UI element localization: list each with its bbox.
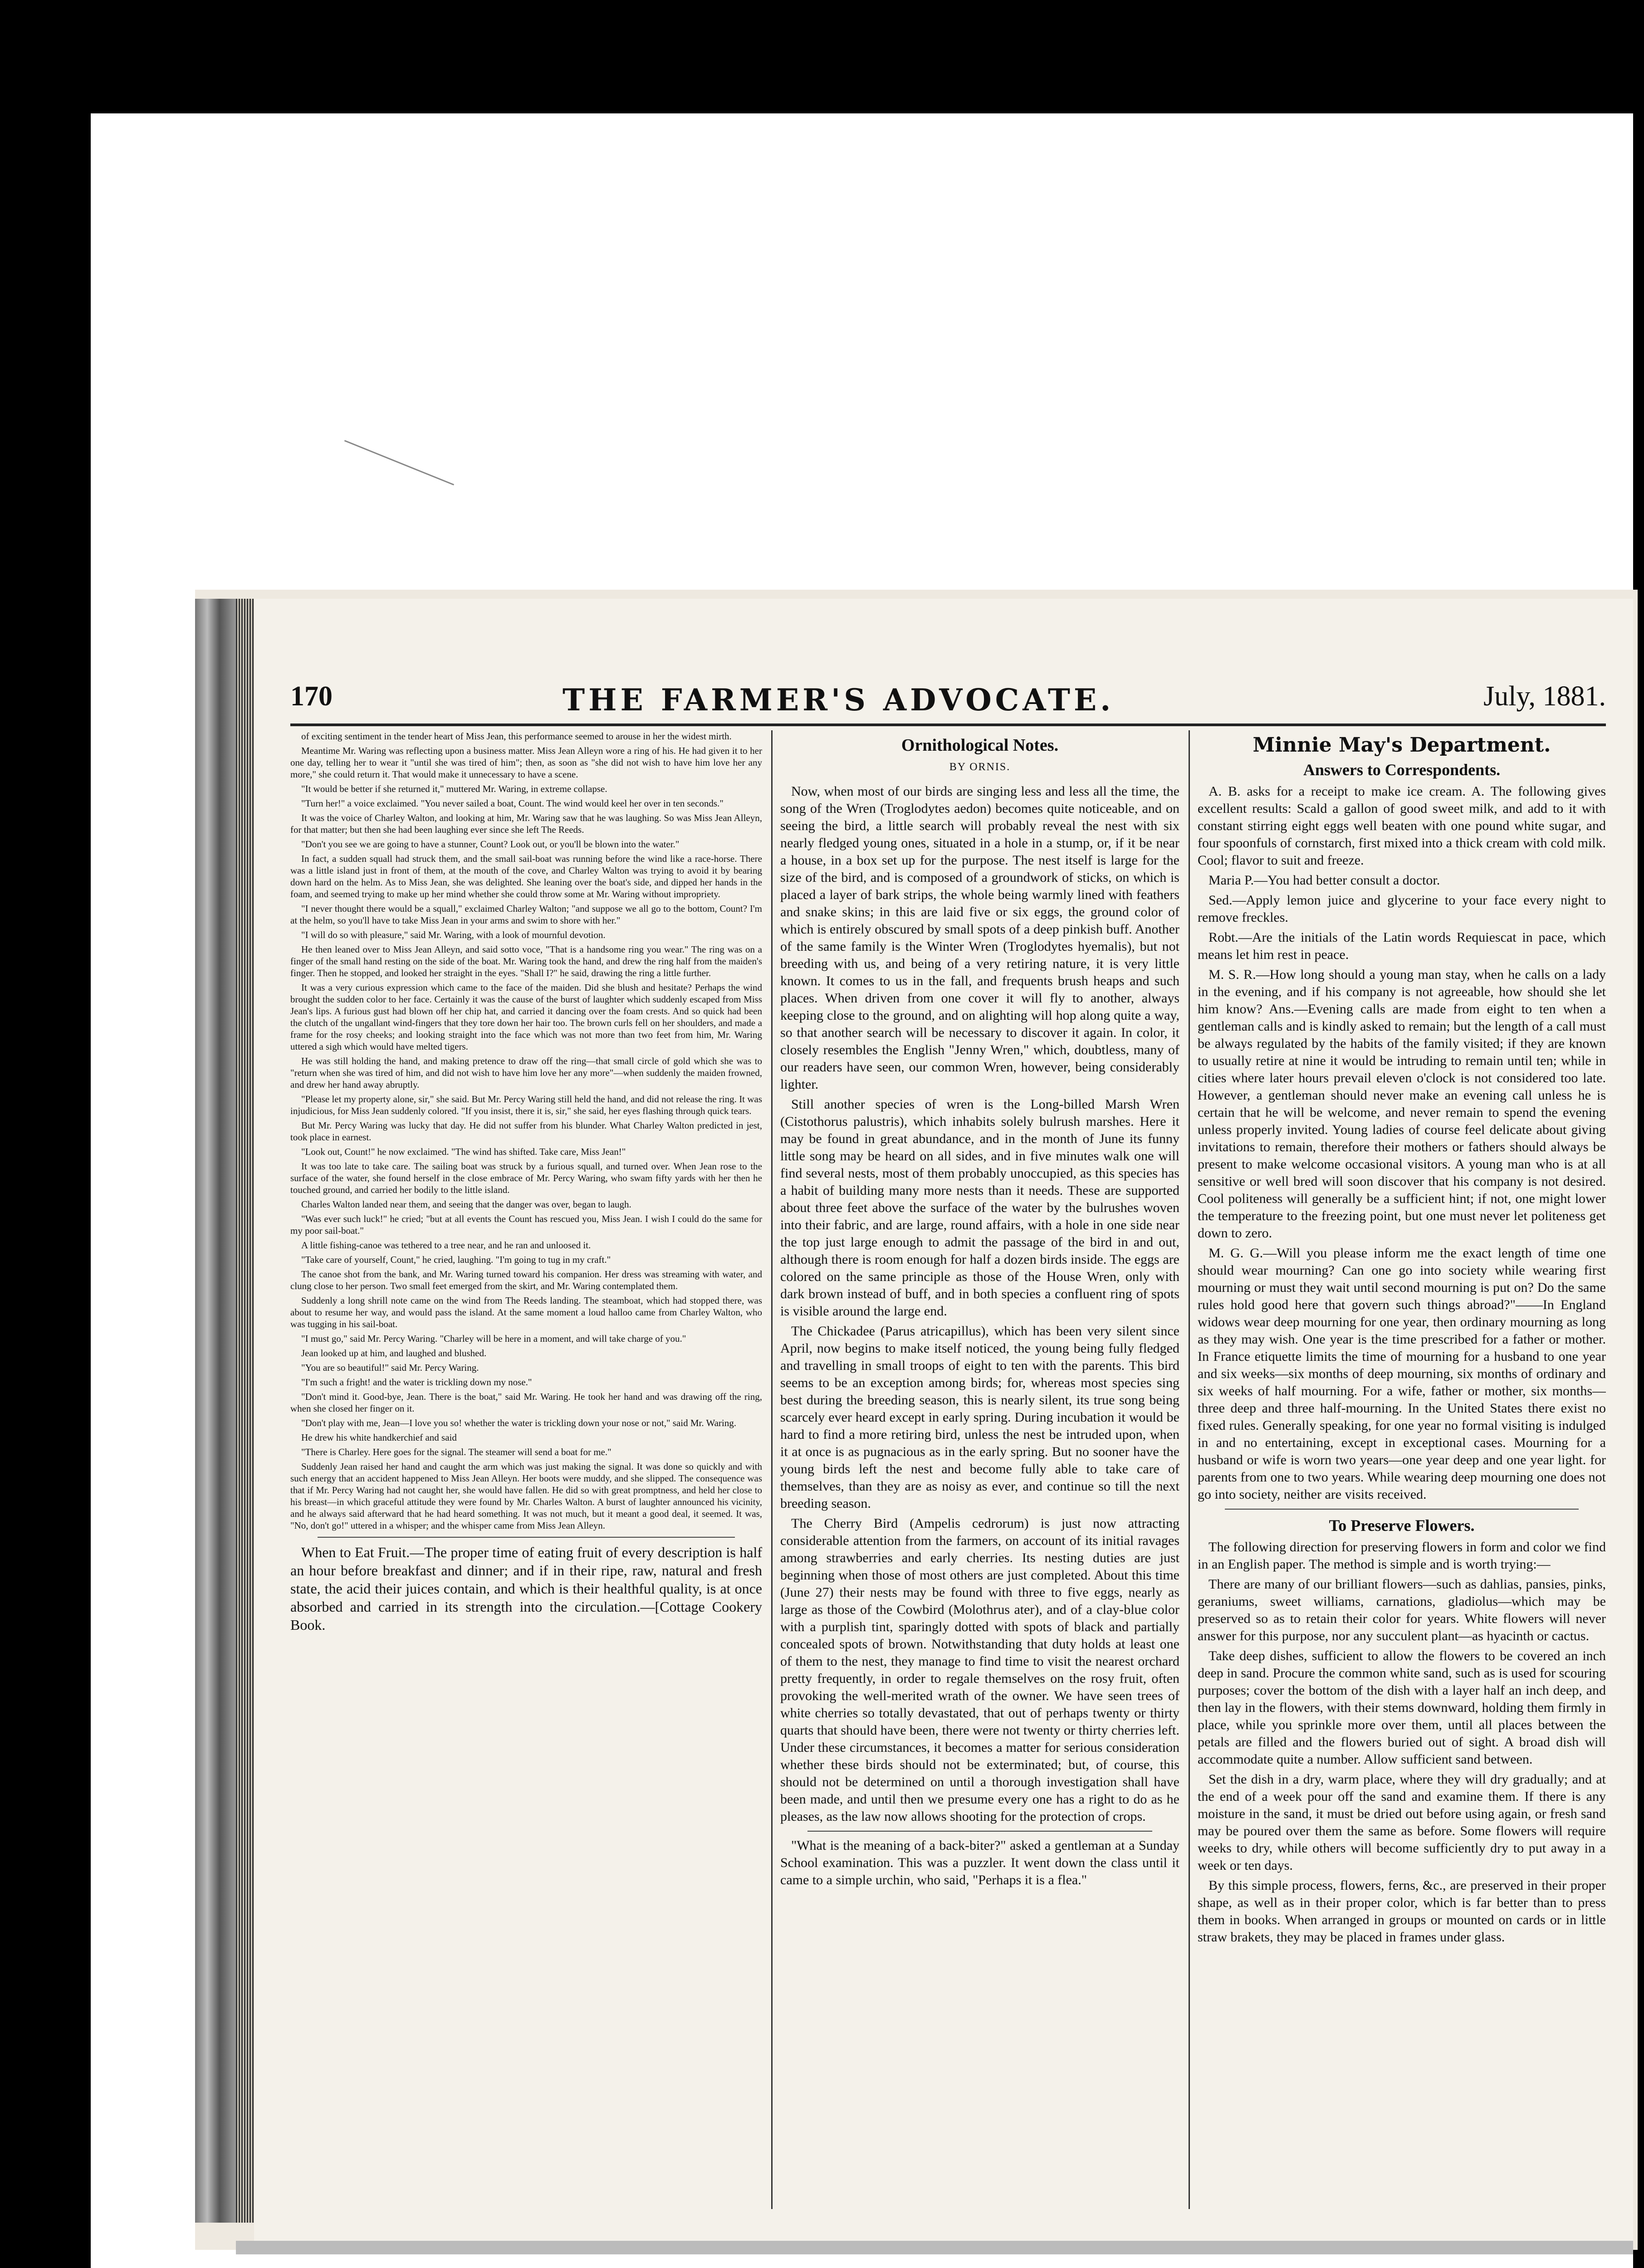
story-paragraph: A little fishing-canoe was tethered to a tree near, and he ran and unloosed it. (301, 1240, 591, 1251)
answer-paragraph: Sed.—Apply lemon juice and glycerine to your face every night to remove freckles. (1198, 893, 1606, 925)
story-paragraph: Jean looked up at him, and laughed and blushed. (301, 1348, 487, 1359)
story-paragraph: "I must go," said Mr. Percy Waring. "Charley will be here in a moment, and will take charge of you." (301, 1333, 686, 1344)
answer-paragraph: M. G. G.—Will you please inform me the exact length of time one should wear mourning? Can one go into society while wearing first mourning or must they wait until second mourning is put on? Do the same rules hold good here that govern such things abroad?"——In England widows wear deep mourning for one year, then ordinary mourning as long as they may wish. One year is the time prescribed for a father or mother. In France etiquette limits the time of mourning for a husband to one year and six weeks—six months of deep mourning, six months of ordinary and six weeks of half mourning. For a wife, father or mother, six months—three deep and three half-mourning. In the United States there exist no fixed rules. Generally speaking, for one year no formal visiting is indulged in and no entertaining, except in exceptional cases. Mourning for a husband or wife is worn two years—one year deep and one year light. for parents from one to two years. While wearing deep mourning one does not go into society, neither are visits received. (1198, 1246, 1606, 1502)
story-paragraph: "Turn her!" a voice exclaimed. "You never sailed a boat, Count. The wind would keel her over in ten seconds." (301, 798, 724, 809)
story-paragraph: He was still holding the hand, and making pretence to draw off the ring—that small circle of gold which she was to "return when she was tired of him, and did not wish to have him love her any more"—when suddenly the maiden frowned, and drew her hand away abruptly. (290, 1056, 762, 1090)
book-binding (195, 599, 236, 2223)
ornithology-paragraph: The Chickadee (Parus atricapillus), which has been very silent since April, now begins to make itself noticed, the young being fully fledged and travelling in small troops of eight to ten with the parents. This bird seems to be an exception among birds; for, whereas most species sing best during the breeding season, this is nearly silent, its true song being scarcely ever heard except in early spring. During incubation it would be hard to find a more retiring bird, unless the nest be intruded upon, when it at once is as pugnacious as in the early spring. But no sooner have the young birds left the nest and become fully able to take care of themselves, than they are as noisy as ever, and continue so till the next breeding season. (780, 1324, 1179, 1511)
separator (807, 1831, 1152, 1832)
answer-paragraph: Robt.—Are the initials of the Latin words Requiescat in pace, which means let him rest in peace. (1198, 930, 1606, 962)
answer-paragraph: M. S. R.—How long should a young man stay, when he calls on a lady in the evening, and if his company is not agreeable, how should she let him know? Ans.—Evening calls are made from eight to ten when a gentleman calls and is kindly asked to remain; but the length of a call must be always regulated by the habits of the family visited; if they are known to usually retire at nine it would be intruding to remain until ten; while in cities where later hours prevail eleven o'clock is not considered too late. However, a gentleman should never make an evening call unless he is certain that he will be welcome, and never remain to spend the evening unless properly invited. Young ladies of course feel delicate about giving invitations to remain, therefore their mothers or fathers should always be present to make welcome occasional visitors. A young man who is at all sensitive or well bred will soon discover that his company is not desired. Cool politeness will generally be a sufficient hint; if not, one might lower the temperature to the freezing point, but one must never let politeness get down to zero. (1198, 967, 1606, 1241)
fruit-paragraph: When to Eat Fruit.—The proper time of eating fruit of every description is half an hour before breakfast and dinner; and if in their ripe, raw, natural and fresh state, the acid their juices contain, and which is their healthful quality, is at once absorbed and carried in its strength into the circulation.—[Cottage Cookery Book. (290, 1544, 762, 1633)
answers-heading: Answers to Correspondents. (1303, 761, 1501, 779)
ornithology-heading: Ornithological Notes. (901, 736, 1059, 755)
flowers-paragraph: The following direction for preserving flowers in form and color we find in an English paper. The method is simple and is worth trying:— (1198, 1540, 1606, 1572)
story-text (290, 730, 762, 1531)
story-paragraph: "It would be better if she returned it," muttered Mr. Waring, in extreme collapse. (301, 783, 607, 794)
story-paragraph: "Please let my property alone, sir," she said. But Mr. Percy Waring still held the hand, and did not release the ring. It was injudicious, for Miss Jean suddenly colored. "If you insist, there it is, sir," she said, her eyes flashing through quick tears. (290, 1094, 762, 1116)
story-paragraph: "Was ever such luck!" he cried; "but at all events the Count has rescued you, Miss Jean. I wish I could do the same for my poor sail-boat." (290, 1213, 762, 1236)
page-number: 170 (290, 681, 333, 712)
column-divider (1189, 730, 1190, 2209)
joke-paragraph: "What is the meaning of a back-biter?" asked a gentleman at a Sunday School examination. This was a puzzler. It went down the class until it came to a simple urchin, who said, "Perhaps it is a flea." (780, 1838, 1179, 1887)
story-paragraph: Suddenly Jean raised her hand and caught the arm which was just making the signal. It was done so quickly and with such energy that an accident happened to Miss Jean Alleyn. Her boots were muddy, and she slipped. The consequence was that if Mr. Percy Waring had not caught her, she would have fallen. He did so with great promptness, and held her close to his breast—in which graceful attitude they were found by Mr. Charles Walton. A burst of laughter announced his vicinity, and he always said afterward that he had heard something. It was not much, but it meant a good deal, it seemed. It was, "No, don't go!" uttered in a whisper; and the whisper came from Miss Jean Alleyn. (290, 1461, 762, 1531)
page-edges (236, 599, 254, 2223)
story-paragraph: He then leaned over to Miss Jean Alleyn, and said sotto voce, "That is a handsome ring you wear." The ring was on a finger of the small hand resting on the side of the boat. Mr. Waring took the hand, and drew the ring half from the maiden's finger. Then he stopped, and looked her straight in the eyes. "Shall I?" he said, drawing the ring a little further. (290, 944, 762, 978)
ornithology-paragraph: Now, when most of our birds are singing less and less all the time, the song of the Wren (Troglodytes aedon) becomes quite noticeable, and on seeing the bird, a little search will probably reveal the nest with six nearly fledged young ones, situated in a hole in a stump, or, if it be near a house, in a box set up for the purpose. The nest itself is large for the size of the bird, and is composed of a groundwork of sticks, on which is placed a layer of bark strips, the whole being warmly lined with feathers and snake skins; in this are laid five or six eggs, the ground color of which is entirely obscured by small spots of a deep pinkish buff. Another of the same family is the Winter Wren (Troglodytes hyemalis), but not breeding with us, and being of a very retiring nature, it is very little known. It comes to us in the fall, and frequents brush heaps and such places. When driven from one cover it will fly to another, always keeping close to the ground, and on alighting will hop along quite a way, so that another search will be necessary to discover it again. In color, it closely resembles the English "Jenny Wren," which, doubtless, many of our readers have seen, our common Wren, however, being considerably lighter. (780, 784, 1179, 1092)
story-paragraph: "Look out, Count!" he now exclaimed. "The wind has shifted. Take care, Miss Jean!" (301, 1146, 626, 1157)
story-paragraph: Suddenly a long shrill note came on the wind from The Reeds landing. The steamboat, which had stopped there, was about to resume her way, and would pass the island. At the same moment a loud halloo came from Charley Walton, who was tugging in his sail-boat. (290, 1295, 762, 1330)
story-paragraph: He drew his white handkerchief and said (301, 1432, 457, 1443)
masthead-rule (290, 723, 1606, 726)
story-paragraph: In fact, a sudden squall had struck them, and the small sail-boat was running before the wind like a race-horse. There was a little island just in front of them, at the mouth of the cove, and Charley Walton was trying to avoid it by bearing down hard on the helm. As to Miss Jean, she was delighted. She leaning over the boat's side, and dipped her hands in the foam, and seemed trying to make up her mind whether she could throw some at Mr. Waring without impropriety. (290, 853, 762, 899)
story-paragraph: It was the voice of Charley Walton, and looking at him, Mr. Waring saw that he was laughing. So was Miss Jean Alleyn, for that matter; but then she had been laughing ever since she left The Reeds. (290, 812, 762, 835)
story-paragraph: "Don't you see we are going to have a stunner, Count? Look out, or you'll be blown into the water." (301, 839, 680, 850)
issue-date: July, 1881. (1483, 681, 1606, 712)
flowers-paragraph: Set the dish in a dry, warm place, where they will dry gradually; and at the end of a week pour off the sand and examine them. If there is any moisture in the sand, it must be dried out before using again, or fresh sand may be poured over them the same as before. Some flowers will require weeks to dry, while others will become sufficiently dry to put away in a week or ten days. (1198, 1772, 1606, 1873)
story-paragraph: "Don't mind it. Good-bye, Jean. There is the boat," said Mr. Waring. He took her hand and was drawing off the ring, when she closed her finger on it. (290, 1391, 762, 1414)
story-paragraph: "There is Charley. Here goes for the signal. The steamer will send a boat for me." (301, 1447, 612, 1457)
flowers-paragraph: Take deep dishes, sufficient to allow the flowers to be covered an inch deep in sand. Procure the common white sand, such as is used for scouring purposes; cover the bottom of the dish with a layer half an inch deep, and then lay in the flowers, with their stems downward, holding them firmly in place, while you sprinkle more over them, until all places between the petals are filled and the flowers buried out of sight. A broad dish will accommodate quite a number. Allow sufficient sand between. (1198, 1648, 1606, 1767)
story-paragraph: "I'm such a fright! and the water is trickling down my nose." (301, 1377, 532, 1388)
story-paragraph: The canoe shot from the bank, and Mr. Waring turned toward his companion. Her dress was streaming with water, and clung close to her person. Two small feet emerged from the skirt, and Mr. Waring contemplated them. (290, 1269, 762, 1291)
story-paragraph: "I will do so with pleasure," said Mr. Waring, with a look of mournful devotion. (301, 929, 606, 940)
separator (1225, 1509, 1579, 1510)
page-shadow (236, 2241, 1633, 2254)
story-paragraph: It was too late to take care. The sailing boat was struck by a furious squall, and turned over. When Jean rose to the surface of the water, she found herself in the close embrace of Mr. Percy Waring, who swam fifty yards with her then he touched ground, and carried her bodily to the little island. (290, 1161, 762, 1195)
ornithology-column (780, 730, 1179, 2209)
story-paragraph: Charles Walton landed near them, and seeing that the danger was over, began to laugh. (301, 1199, 631, 1210)
story-paragraph: "You are so beautiful!" said Mr. Percy Waring. (301, 1362, 479, 1373)
story-column (290, 730, 762, 2209)
ornithology-paragraph: The Cherry Bird (Ampelis cedrorum) is just now attracting considerable attention from the farmers, on account of its initial ravages among strawberries and early cherries. Its nesting duties are just beginning when those of most others are just completed. About this time (June 27) their nests may be found with three to five eggs, nearly as large as those of the Cowbird (Molothrus ater), and of a clay-blue color with a purplish tint, sparingly dotted with spots of black and partially concealed spots of brown. Notwithstanding that duty holds at least one of them to the nest, they manage to find time to visit the nearest orchard pretty frequently, in order to regale themselves on the rosy fruit, often provoking the well-merited wrath of the owner. We have seen trees of white cherries so totally devastated, that out of perhaps twenty or thirty quarts that should have been, there were not twenty or thirty cherries left. Under these circumstances, it becomes a matter for serious consideration whether these birds should not be exterminated; but, of course, this should not be determined on until a thorough investigation shall have been made, and until then we presume every one has a right to do as he pleases, as the law now allows shooting for the protection of crops. (780, 1516, 1179, 1824)
department-heading: Minnie May's Department. (1253, 733, 1551, 757)
story-paragraph: "Don't play with me, Jean—I love you so! whether the water is trickling down your nose or not," said Mr. Waring. (301, 1418, 737, 1428)
column-divider (771, 730, 773, 2209)
byline: BY ORNIS. (949, 761, 1011, 773)
separator (318, 1537, 735, 1538)
masthead (290, 680, 1606, 730)
flowers-paragraph: By this simple process, flowers, ferns, &c., are preserved in their proper shape, as well as in their proper color, which is far better than to press them in books. When arranged in groups or mounted on cards or in little straw brakets, they may be placed in frames under glass. (1198, 1878, 1606, 1945)
flowers-paragraph: There are many of our brilliant flowers—such as dahlias, pansies, pinks, geraniums, sweet williams, carnations, gladiolus—which may be preserved so as to retain their color for years. White flowers will never answer for this purpose, nor any succulent plant—as hyacinth or cactus. (1198, 1577, 1606, 1643)
story-paragraph: "Take care of yourself, Count," he cried, laughing. "I'm going to tug in my craft." (301, 1254, 611, 1265)
answer-paragraph: A. B. asks for a receipt to make ice cream. A. The following gives excellent results: Scald a gallon of good sweet milk, and add to it with constant stirring eight eggs well beaten with one pound white sugar, and four spoonfuls of cornstarch, first mixed into a thick cream with cold milk. Cool; flavor to suit and freeze. (1198, 784, 1606, 868)
story-paragraph: "I never thought there would be a squall," exclaimed Charley Walton; "and suppose we all go to the bottom, Count? I'm at the helm, so you'll have to take Miss Jean in your arms and swim to shore with her." (290, 903, 762, 926)
answer-paragraph: Maria P.—You had better consult a doctor. (1209, 873, 1440, 888)
ornithology-paragraph: Still another species of wren is the Long-billed Marsh Wren (Cistothorus palustris), which inhabits solely bulrush marshes. Here it may be found in great abundance, and in the month of June its funny little song may be heard on all sides, and in five minutes walk one will find several nests, most of them probably unoccupied, as this species has a habit of building many more nests than it needs. These are supported about three feet above the surface of the water by the bulrushes woven into their fabric, and are large, round affairs, with a hole in one side near the top just large enough to admit the passage of the bird in and out, although there is room enough for half a dozen birds inside. The eggs are colored on the same principle as those of the House Wren, only with dark brown instead of buff, and in both species a confluent ring of spots is visible around the large end. (780, 1097, 1179, 1319)
story-paragraph: of exciting sentiment in the tender heart of Miss Jean, this performance seemed to arouse in her the widest mirth. (301, 731, 732, 742)
paper-title: THE FARMER'S ADVOCATE. (563, 682, 1115, 718)
answers-text (1198, 783, 1606, 1503)
department-column (1198, 730, 1606, 2209)
story-paragraph: It was a very curious expression which came to the face of the maiden. Did she blush and hesitate? Perhaps the wind brought the sudden color to her face. Certainly it was the cause of the burst of laughter which suddenly escaped from Miss Jean's lips. A furious gust had blown off her chip hat, and carried it dancing over the foam crests. And so quick had been the clutch of the ungallant wind-fingers that they tore down her hair too. The brown curls fell on her shoulders, and made a frame for the rosy cheeks; and looking straight into the face which was not more than two feet from him, Mr. Waring uttered a sigh which would have melted tigers. (290, 982, 762, 1052)
flowers-text (1198, 1539, 1606, 1946)
ornithology-text (780, 783, 1179, 1825)
story-paragraph: Meantime Mr. Waring was reflecting upon a business matter. Miss Jean Alleyn wore a ring of his. He had given it to her one day, telling her to wear it "until she was tired of him"; then, as soon as "she did not wish to have him love her any more," she could return it. That would make it unnecessary to have a scene. (290, 745, 762, 780)
flowers-heading: To Preserve Flowers. (1329, 1516, 1475, 1535)
story-paragraph: But Mr. Percy Waring was lucky that day. He did not suffer from his blunder. What Charley Walton predicted in jest, took place in earnest. (290, 1120, 762, 1143)
